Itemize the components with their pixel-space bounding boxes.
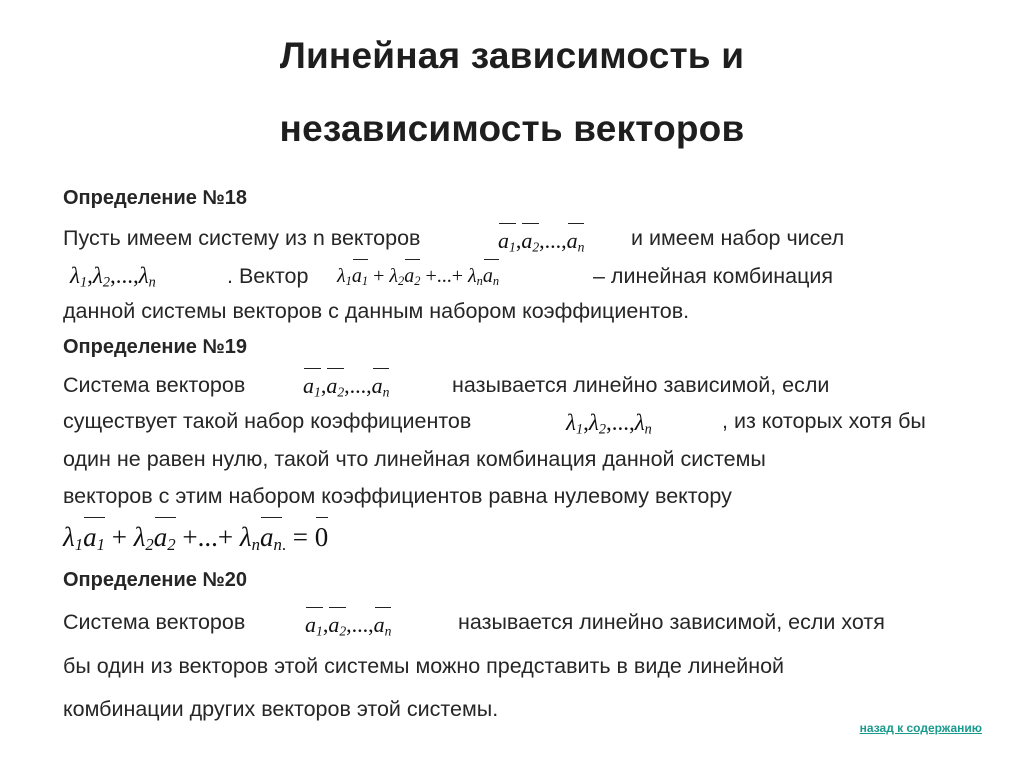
def19-line2-end: , из которых хотя бы: [722, 409, 926, 433]
def19-line1-end: называется линейно зависимой, если: [452, 373, 830, 397]
definition-18-heading: Определение №18: [63, 187, 247, 209]
vector-a1: $a_1$: [498, 228, 516, 255]
slide-title-line-1: Линейная зависимость и: [279, 35, 745, 76]
def19-line4: векторов с этим набором коэффициентов равна нулевому вектору: [63, 484, 732, 508]
def18-line2-start: . Вектор: [227, 264, 309, 288]
def19-line3: один не равен нулю, такой что линейная комбинация данной системы: [63, 447, 766, 471]
vector-system-a1-an: $a_1,a_2,...,a_n$: [498, 228, 585, 255]
vector-a2: $a_2$: [521, 228, 540, 255]
coefficient-set-lambda: $\lambda_1,\lambda_2,...,\lambda_n$: [70, 263, 156, 291]
def19-line2-start: существует такой набор коэффициентов: [63, 409, 472, 433]
def18-line3: данной системы векторов с данным набором коэффициентов.: [63, 299, 690, 323]
vector-system-a1-an: $a_1,a_2,...,a_n$: [305, 612, 392, 639]
coefficient-set-lambda: $\lambda_1,\lambda_2,...,\lambda_n$: [566, 410, 652, 438]
vector-an: $a_n$: [566, 228, 585, 255]
def20-line2: бы один из векторов этой системы можно представить в виде линейной: [63, 654, 785, 678]
linear-combination-expression: $\lambda_1a_1 + \lambda_2a_2$ +...+ $\lambda_na_n$: [337, 265, 500, 289]
def20-line1-start: Система векторов: [63, 610, 246, 634]
back-to-contents-link[interactable]: назад к содержанию: [859, 721, 982, 735]
def18-line1-start: Пусть имеем систему из n векторов: [63, 226, 421, 250]
def19-line1-start: Система векторов: [63, 373, 246, 397]
definition-19-heading: Определение №19: [63, 336, 247, 358]
zero-vector: 0: [314, 522, 329, 552]
slide-title-line-2: независимость векторов: [279, 108, 745, 149]
def18-line1-end: и имеем набор чисел: [631, 226, 845, 250]
def20-line3: комбинации других векторов этой системы.: [63, 697, 499, 721]
def18-line2-end: – линейная комбинация: [593, 264, 834, 288]
zero-linear-combination-equation: $\lambda_1a_1 + \lambda_2a_2$ +...+ $\lambda_na_{n.} = 0$: [63, 522, 329, 555]
def20-line1-end: называется линейно зависимой, если хотя: [458, 610, 885, 634]
definition-20-heading: Определение №20: [63, 569, 247, 591]
vector-system-a1-an: $a_1,a_2,...,a_n$: [303, 373, 390, 400]
